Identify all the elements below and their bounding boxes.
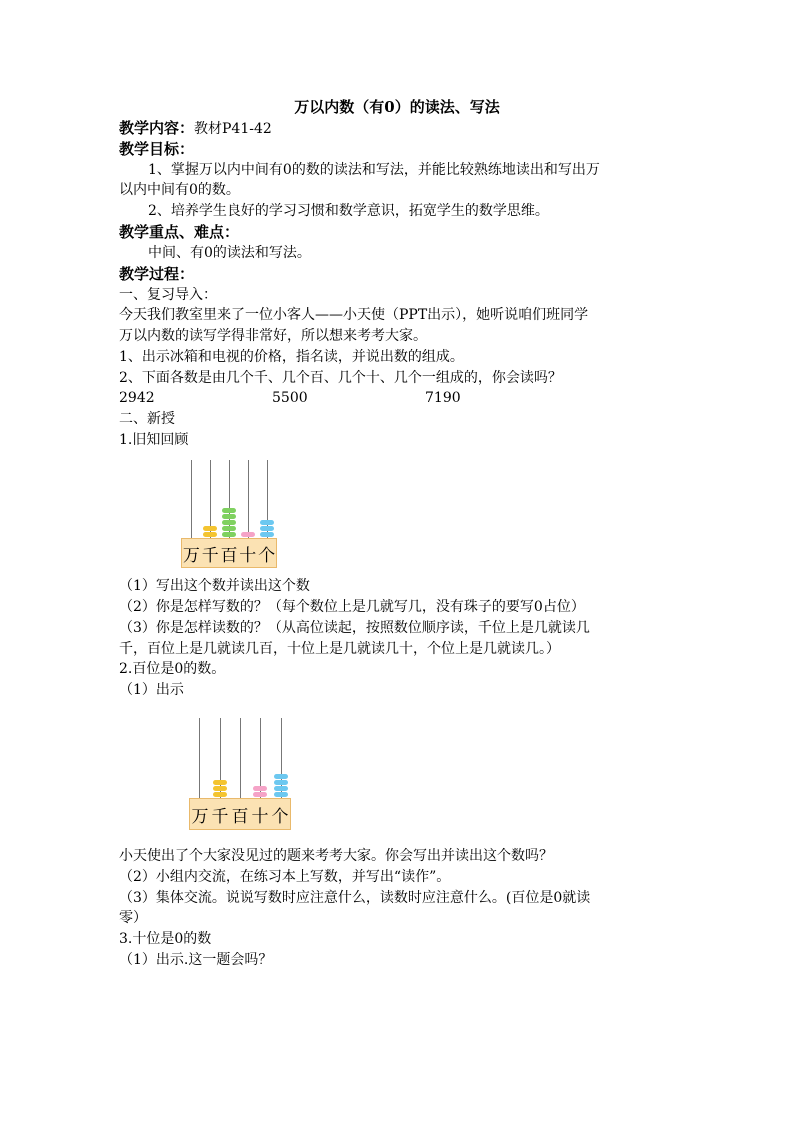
number-2: 5500 [272,390,308,406]
abacus-rod [248,460,249,538]
abacus-bead [203,532,217,537]
intro-line-1: 今天我们教室里来了一位小客人——小天使（PPT出示），她听说咱们班同学 [119,307,589,323]
abacus-bead [260,526,274,531]
question-5: （2）小组内交流，在练习本上写数，并写出“读作”。 [119,869,451,885]
process-label: 教学过程： [119,265,195,283]
abacus-figure-2 [189,718,291,830]
goals-label: 教学目标： [119,140,195,158]
key-label: 教学重点、难点： [119,223,240,241]
abacus-1-frame [181,538,277,568]
abacus-bead [213,792,227,797]
place-label-qian: 千 [211,806,229,827]
place-label-shi: 十 [239,545,257,566]
question-2: （2）你是怎样写数的？（每个数位上是几就写几，没有珠子的要写0占位） [119,599,585,615]
number-1: 2942 [119,390,155,406]
abacus-2-frame [189,798,291,830]
abacus-rod [191,460,192,538]
question-6-line-2: 零） [119,910,147,926]
place-label-shi: 十 [251,806,269,827]
place-label-ge: 个 [271,806,289,827]
abacus-bead [222,526,236,531]
question-3-line-1: （3）你是怎样读数的？（从高位读起，按照数位顺序读，千位上是几就读几 [119,620,590,636]
place-label-ge: 个 [258,545,276,566]
section-1-heading: 一、复习导入： [119,287,217,303]
abacus-bead [222,508,236,513]
abacus-bead [274,774,288,779]
question-1: （1）写出这个数并读出这个数 [119,578,310,594]
abacus-bead [274,792,288,797]
intro-line-2: 万以内数的读写学得非常好，所以想来考考大家。 [119,328,427,344]
abacus-bead [260,532,274,537]
place-label-bai: 百 [220,545,238,566]
key-value: 中间、有0的读法和写法。 [148,245,311,261]
goal-2: 2、培养学生良好的学习习惯和数学意识，拓宽学生的数学思维。 [148,203,549,219]
abacus-bead [253,786,267,791]
content-line [119,118,272,139]
review-item-1: 1、出示冰箱和电视的价格，指名读，并说出数的组成。 [119,349,464,365]
abacus-bead [213,780,227,785]
question-3-line-2: 千，百位上是几就读几百，十位上是几就读几十，个位上是几就读几。） [119,641,560,657]
number-list [119,388,461,408]
subsection-3-heading: 3.十位是0的数 [119,931,212,947]
section-2-heading: 二、新授 [119,411,175,427]
place-label-wan: 万 [182,545,200,566]
abacus-rod [240,718,241,798]
content-value: 教材P41-42 [194,121,272,137]
abacus-bead [222,520,236,525]
content-label: 教学内容： [119,119,195,137]
goal-1-line-2: 以内中间有0的数。 [119,182,240,198]
number-3: 7190 [425,390,461,406]
review-item-2: 2、下面各数是由几个千、几个百、几个十、几个一组成的，你会读吗？ [119,370,562,386]
place-label-bai: 百 [231,806,249,827]
goal-1-line-1: 1、掌握万以内中间有0的数的读法和写法，并能比较熟练地读出和写出万 [148,162,600,178]
place-label-wan: 万 [191,806,209,827]
subsection-2-heading: 2.百位是0的数。 [119,661,226,677]
abacus-rod [199,718,200,798]
abacus-bead [222,532,236,537]
abacus-bead [222,514,236,519]
question-6-line-1: （3）集体交流。说说写数时应注意什么，读数时应注意什么。(百位是0就读 [119,890,591,906]
abacus-bead [241,532,255,537]
abacus-bead [260,520,274,525]
challenge-text: 小天使出了个大家没见过的题来考考大家。你会写出并读出这个数吗？ [119,848,553,864]
abacus-bead [213,786,227,791]
place-label-qian: 千 [201,545,219,566]
abacus-bead [274,780,288,785]
abacus-bead [203,526,217,531]
abacus-bead [253,792,267,797]
subsection-1-heading: 1.旧知回顾 [119,432,189,448]
abacus-bead [274,786,288,791]
page-title: 万以内数（有0）的读法、写法 [294,98,500,116]
question-4: （1）出示 [119,682,184,698]
abacus-figure-1 [181,460,277,568]
question-7: （1）出示.这一题会吗？ [119,952,273,968]
